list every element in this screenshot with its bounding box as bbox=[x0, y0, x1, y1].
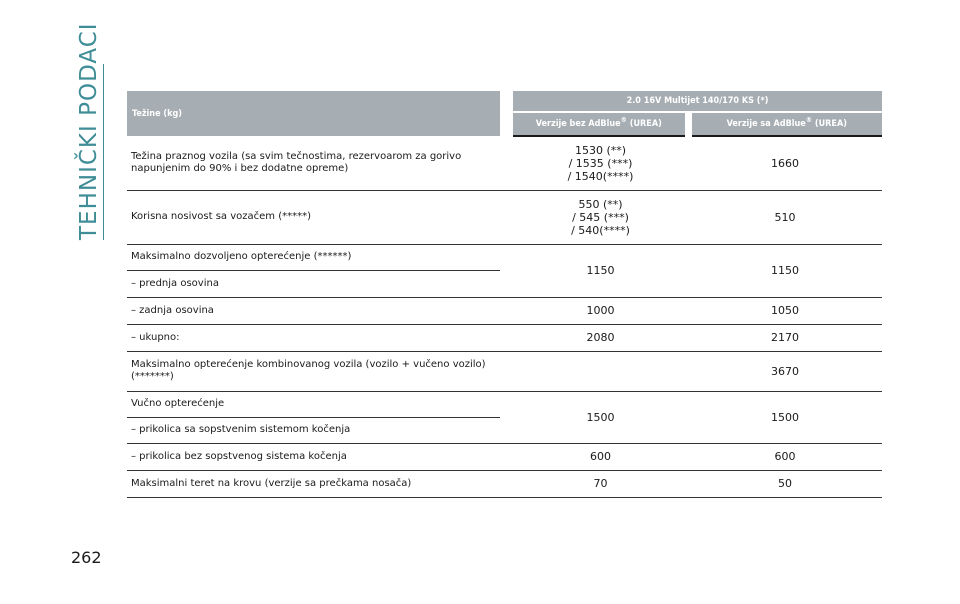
cell-trailer-braked-with: 1500 bbox=[688, 391, 882, 443]
cell-trailer-braked-without: 1500 bbox=[513, 391, 688, 443]
table-row bbox=[127, 351, 882, 391]
cell-front-axle-without: 1150 bbox=[513, 244, 688, 297]
weights-header: Težine (kg) bbox=[127, 91, 500, 136]
section-title: TEHNIČKI PODACI bbox=[76, 22, 102, 240]
row-label-roof-load: Maksimalni teret na krovu (verzije sa prečkama nosača) bbox=[127, 470, 500, 497]
table-row bbox=[127, 391, 882, 417]
cell-curb-weight-with: 1660 bbox=[688, 136, 882, 190]
cell-combined-load-without bbox=[513, 351, 688, 391]
table-row bbox=[127, 470, 882, 497]
section-title-rule bbox=[103, 64, 104, 240]
row-label-curb-weight: Težina praznog vozila (sa svim tečnostima, rezervoarom za gorivo napunjenim do 90% i bez dodatne opreme) bbox=[127, 136, 500, 190]
row-label-payload: Korisna nosivost sa vozačem (*****) bbox=[127, 190, 500, 244]
cell-payload-without: 550 (**) / 545 (***) / 540(****) bbox=[513, 190, 688, 244]
cell-total-without: 2080 bbox=[513, 324, 688, 351]
row-label-trailer-unbraked: – prikolica bez sopstvenog sistema kočenja bbox=[127, 443, 500, 470]
cell-rear-axle-without: 1000 bbox=[513, 297, 688, 324]
cell-trailer-unbraked-with: 600 bbox=[688, 443, 882, 470]
cell-combined-load-with: 3670 bbox=[688, 351, 882, 391]
weights-table bbox=[127, 91, 882, 498]
column-header-without-adblue: Verzije bez AdBlue® (UREA) bbox=[513, 112, 688, 136]
table-row bbox=[127, 190, 882, 244]
table-row bbox=[127, 136, 882, 190]
cell-front-axle-with: 1150 bbox=[688, 244, 882, 297]
header-gap bbox=[500, 91, 513, 136]
row-label-trailer-braked: – prikolica sa sopstvenim sistemom kočenja bbox=[127, 417, 500, 443]
column-header-with-adblue: Verzije sa AdBlue® (UREA) bbox=[688, 112, 882, 136]
cell-rear-axle-with: 1050 bbox=[688, 297, 882, 324]
row-label-front-axle: – prednja osovina bbox=[127, 270, 500, 297]
row-label-total: – ukupno: bbox=[127, 324, 500, 351]
table-row bbox=[127, 297, 882, 324]
row-label-rear-axle: – zadnja osovina bbox=[127, 297, 500, 324]
table-row bbox=[127, 244, 882, 270]
row-label-max-load: Maksimalno dozvoljeno opterećenje (******) bbox=[127, 244, 500, 270]
cell-roof-load-without: 70 bbox=[513, 470, 688, 497]
page-number: 262 bbox=[71, 548, 102, 567]
cell-curb-weight-without: 1530 (**) / 1535 (***) / 1540(****) bbox=[513, 136, 688, 190]
cell-payload-with: 510 bbox=[688, 190, 882, 244]
table-row bbox=[127, 443, 882, 470]
cell-total-with: 2170 bbox=[688, 324, 882, 351]
table-row bbox=[127, 324, 882, 351]
row-label-towing: Vučno opterećenje bbox=[127, 391, 500, 417]
engine-header: 2.0 16V Multijet 140/170 KS (*) bbox=[513, 91, 882, 112]
cell-trailer-unbraked-without: 600 bbox=[513, 443, 688, 470]
row-label-combined-load: Maksimalno opterećenje kombinovanog vozila (vozilo + vučeno vozilo) (*******) bbox=[127, 351, 500, 391]
cell-roof-load-with: 50 bbox=[688, 470, 882, 497]
